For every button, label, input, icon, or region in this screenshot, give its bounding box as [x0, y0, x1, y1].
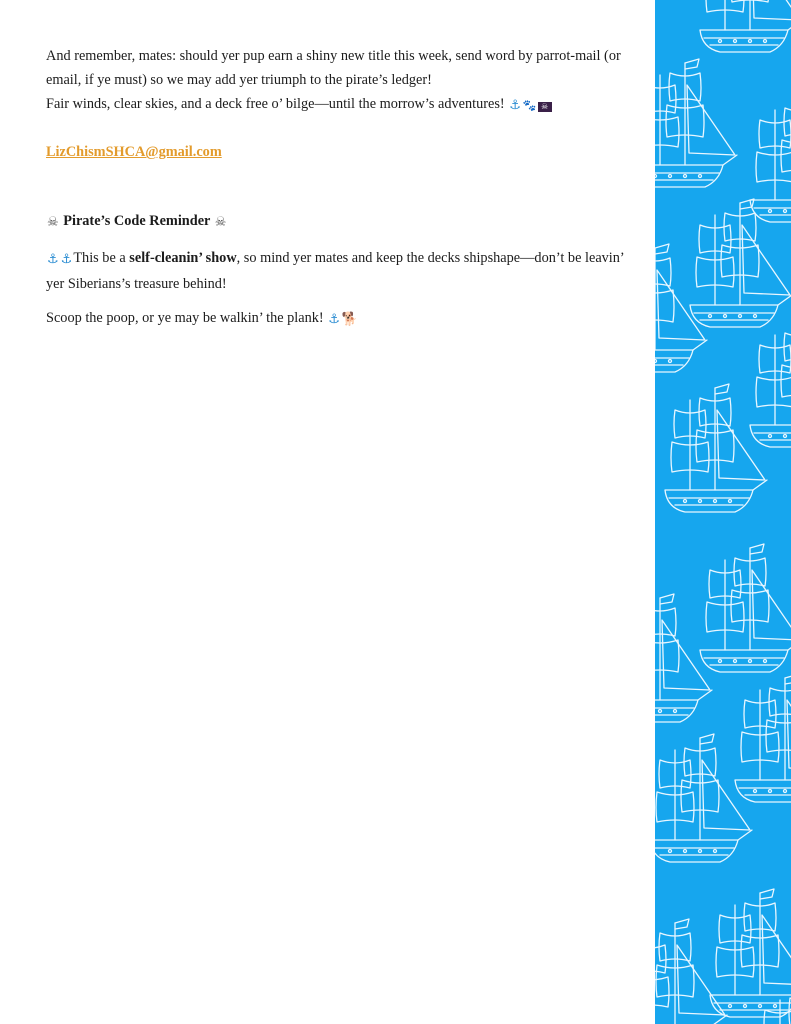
ship-icon [655, 244, 707, 372]
pirate-flag-icon: ☠ [538, 102, 552, 112]
ship-icon [710, 889, 791, 1017]
ship-icon [700, 0, 791, 52]
ship-icon [655, 59, 737, 187]
scoop-paragraph [46, 306, 636, 332]
scoop-text: Scoop the poop, or ye may be walkin’ the plank! [46, 310, 324, 326]
code-heading-text: Pirate’s Code Reminder [63, 213, 211, 229]
remember-text: And remember, mates: should yer pup earn a shiny new title this week, send word by parrot-mail (or email, if ye must) so we may add yer triumph to the pirate’s ledger! [46, 48, 621, 88]
skull-crossbones-icon: ☠ [214, 215, 227, 230]
code-paragraph [46, 246, 636, 296]
ship-icon [700, 544, 791, 672]
email-paragraph [46, 140, 636, 164]
code-text-prefix: This be a [73, 250, 130, 266]
anchor-icon: ⚓ [328, 312, 340, 327]
code-text-bold: self-cleanin’ show [129, 250, 237, 266]
email-link[interactable]: LizChismSHCA@gmail.com [46, 144, 222, 160]
ship-icon [735, 674, 791, 802]
ship-icon [750, 319, 791, 447]
ship-icon [665, 384, 767, 512]
ship-pattern [655, 0, 791, 1024]
ship-icon [655, 734, 752, 862]
skull-crossbones-icon: ☠ [47, 215, 59, 230]
code-heading [46, 209, 636, 235]
ship-icon [690, 199, 791, 327]
document-body [46, 44, 636, 332]
anchor-icon: ⚓ [509, 98, 521, 113]
decorative-ship-pattern-panel [655, 0, 791, 1024]
dog-icon: 🐕 [341, 312, 359, 327]
fair-winds-text: Fair winds, clear skies, and a deck free o’ bilge—until the morrow’s adventures! [46, 96, 505, 112]
code-text-suffix: , so mind yer mates and keep the decks shipshape—don’t be leavin’ yer Siberians’s treasure behind! [46, 250, 624, 292]
paw-prints-icon: 🐾 [522, 99, 537, 112]
anchor-icon: ⚓ [47, 252, 59, 267]
anchor-icon: ⚓ [60, 252, 73, 267]
remember-paragraph [46, 44, 636, 118]
ship-icon [750, 94, 791, 222]
